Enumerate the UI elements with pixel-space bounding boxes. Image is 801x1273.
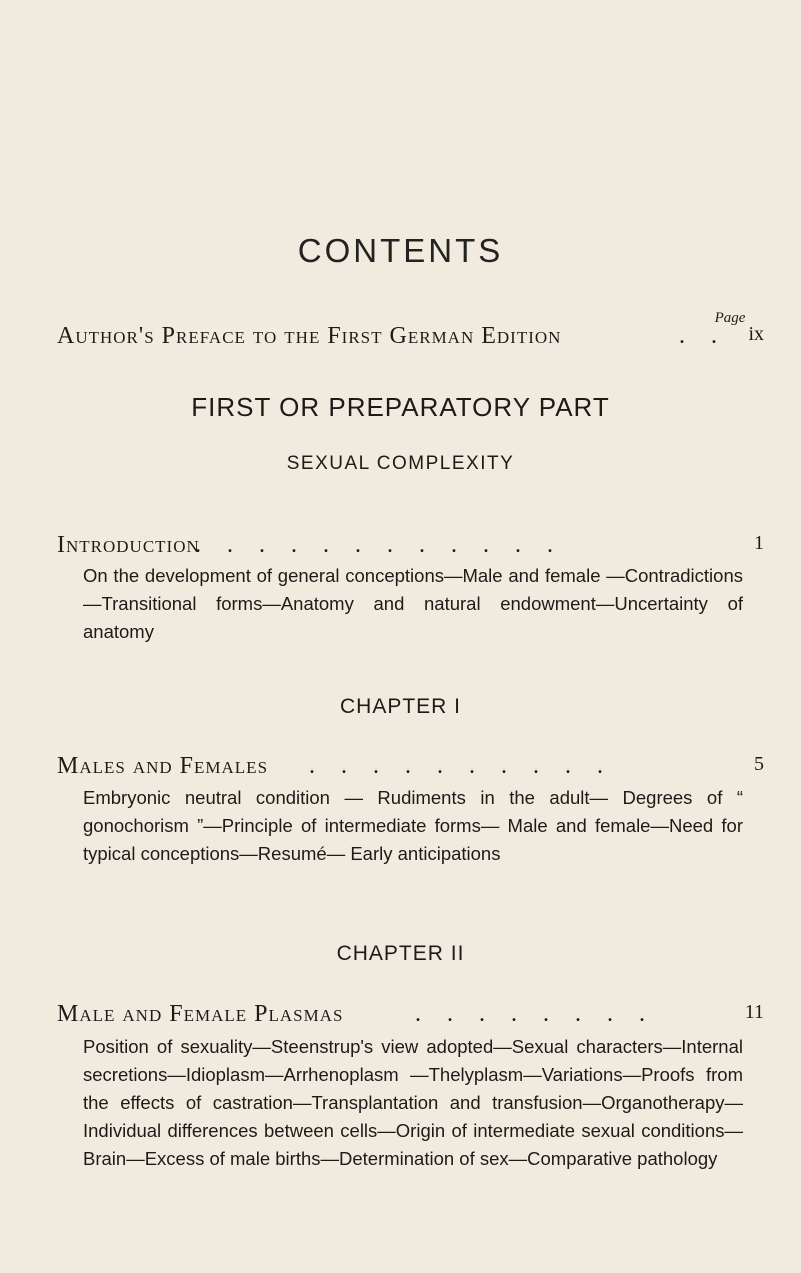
toc-entry-title: Males and Females (57, 753, 269, 779)
toc-page-number: ix (748, 323, 764, 345)
toc-page-number: 1 (754, 532, 764, 554)
toc-page-number: 11 (744, 1001, 764, 1023)
part-title: FIRST OR PREPARATORY PART (191, 392, 610, 422)
toc-entry-title: Introduction (57, 532, 200, 558)
introduction-summary: On the development of general conceptions—Male and female —Contradictions—Transitional forms—Anatomy and natural endowment—Uncertainty of anatomy (83, 565, 743, 642)
toc-leader-dots: . . . . . . . . (415, 1001, 655, 1027)
toc-entry-title: Author's Preface to the First German Edition (57, 323, 562, 349)
toc-page-number: 5 (754, 753, 764, 775)
toc-entry-title: Male and Female Plasmas (57, 1001, 344, 1027)
toc-leader-dots: . . . . . . . . . . (309, 753, 613, 779)
contents-title: CONTENTS (297, 232, 504, 269)
chapter-heading: CHAPTER II (336, 942, 465, 965)
toc-leader-dots: . . . . . . . . . . . . (195, 532, 563, 558)
chapter-1-summary: Embryonic neutral condition — Rudiments in the adult— Degrees of “ gonochorism ”—Principle of intermediate forms— Male and female—Need for typical conceptions—Resumé— Early anticipations (83, 787, 743, 864)
chapter-2-summary: Position of sexuality—Steenstrup's view adopted—Sexual characters—Internal secretions—Idioplasm—Arrhenoplasm —Thelyplasm—Variations—Proofs from the effects of castration—Transplantation and transfusion—Organotherapy— Individual differences between cells—Origin of intermediate sexual conditions—Brain—Excess of male births—Determination of sex—Comparative pathology (83, 1036, 743, 1169)
page-column-header: Page (714, 310, 746, 326)
toc-leader-dots: . . (679, 323, 727, 349)
part-subtitle: SEXUAL COMPLEXITY (286, 453, 515, 474)
chapter-heading: CHAPTER I (339, 695, 461, 718)
